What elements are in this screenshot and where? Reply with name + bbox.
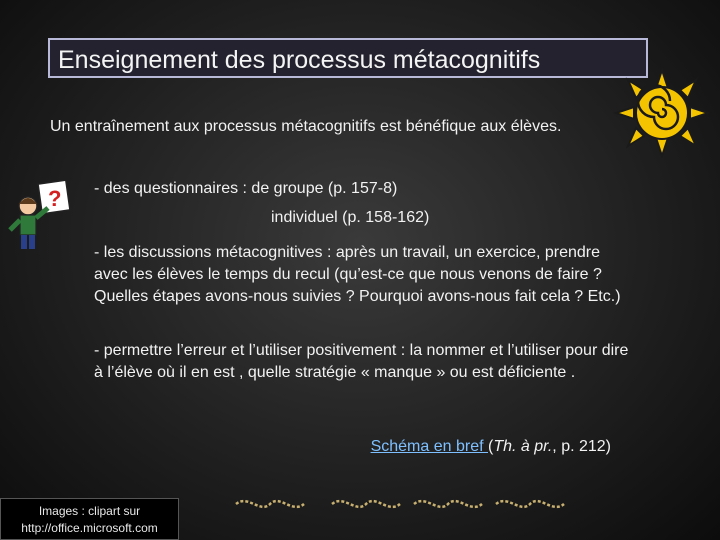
- schema-link[interactable]: Schéma en bref: [370, 438, 488, 455]
- credit-line-2: http://office.microsoft.com: [21, 521, 158, 535]
- reference-page: , p. 212): [552, 438, 611, 455]
- reference-open: (: [487, 438, 494, 455]
- title-box: [48, 38, 648, 78]
- credit-line-1: Images : clipart sur: [38, 504, 141, 518]
- item-questionnaires: - des questionnaires : de groupe (p. 157-8): [94, 180, 398, 197]
- svg-text:?: ?: [48, 186, 62, 211]
- page-title: Enseignement des processus métacognitifs: [58, 46, 541, 74]
- item-discussions: - les discussions métacognitives : après un travail, un exercice, prendre avec les élèves le temps du recul (qu’est-ce que nous venons de faire ? Quelles étapes avons-nous suivies ? Pourquoi avons-nous fait cela ? Etc.): [94, 244, 621, 305]
- question-person-clipart-icon: [6, 180, 82, 252]
- image-credit: [0, 498, 179, 540]
- decorative-ornament-icon: [330, 494, 402, 514]
- reference-line: [371, 438, 611, 456]
- decorative-ornament-icon: [494, 494, 566, 514]
- decorative-ornament-icon: [234, 494, 306, 514]
- reference-book: Th. à pr.: [493, 438, 553, 455]
- item-erreur: - permettre l’erreur et l’utiliser positivement : la nommer et l’utiliser pour dire à l’élève où il en est , quelle stratégie « manque » ou est déficiente .: [94, 342, 629, 381]
- sun-clipart-icon: [612, 68, 712, 158]
- decorative-ornament-icon: [412, 494, 484, 514]
- intro-text: Un entraînement aux processus métacognitifs est bénéfique aux élèves.: [50, 118, 562, 135]
- item-questionnaires-individuel: individuel (p. 158-162): [271, 209, 430, 226]
